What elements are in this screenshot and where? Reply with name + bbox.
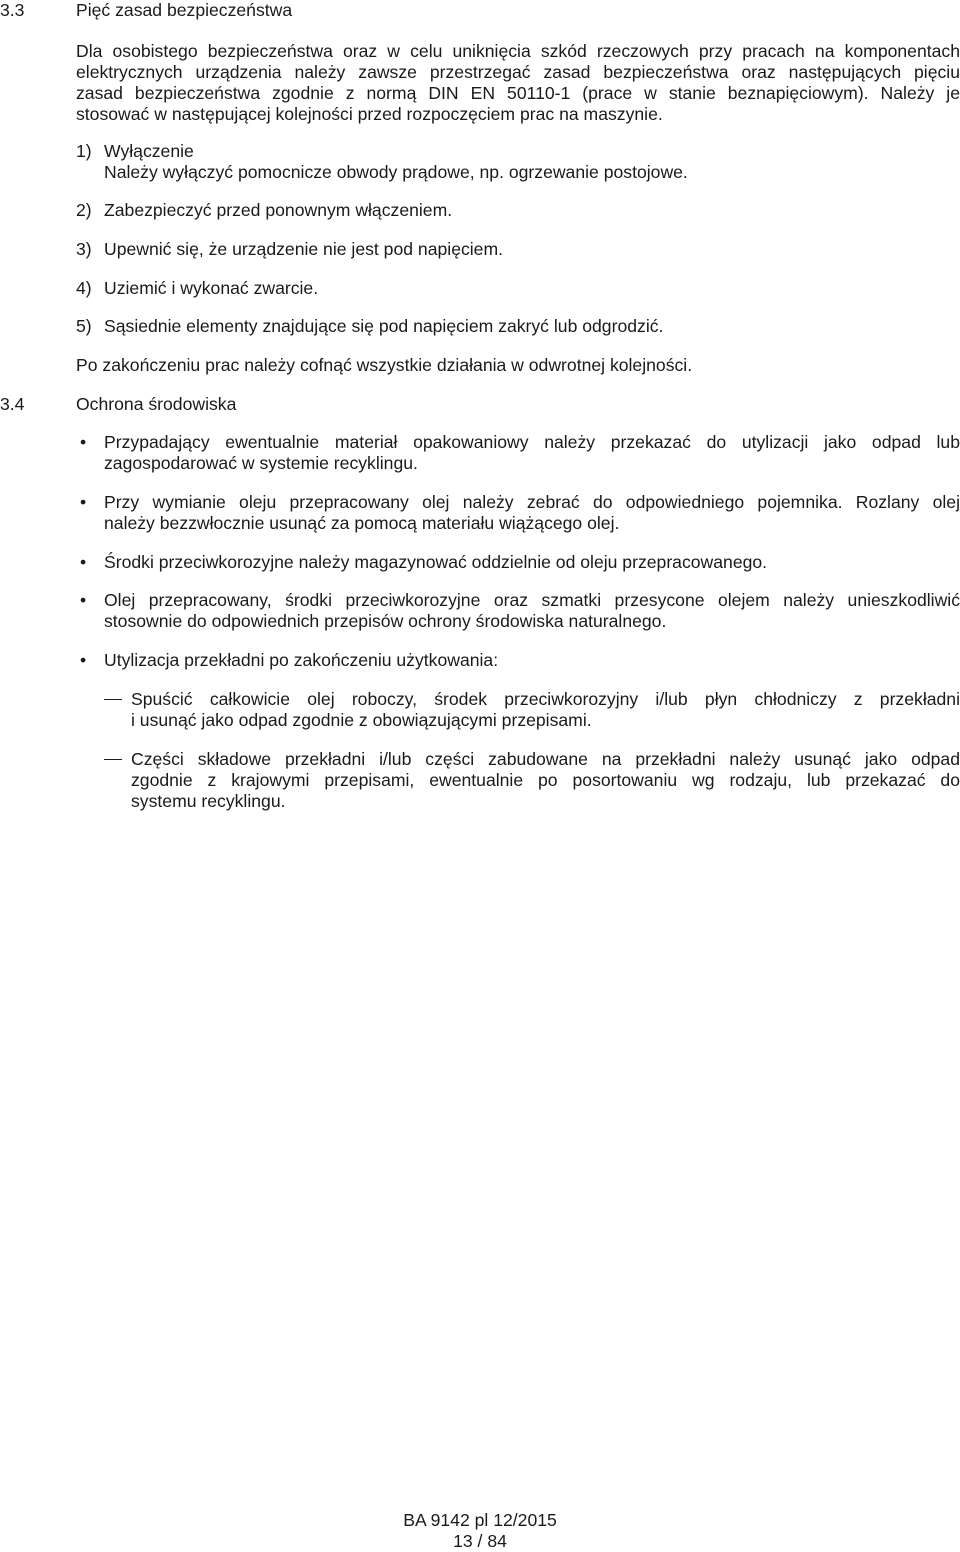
bullet-line: Środki przeciwkorozyjne należy magazynować oddzielnie od oleju przepracowanego. [104, 552, 768, 572]
sub-item-line: systemu recyklingu. [131, 791, 286, 811]
step-text: Uziemić i wykonać zwarcie. [104, 278, 319, 298]
intro-paragraph [76, 41, 960, 125]
bullet-line: Utylizacja przekładni po zakończeniu użytkowania: [104, 650, 499, 670]
sub-item-line: zgodnie z krajowymi przepisami, ewentualnie po posortowaniu wg rodzaju, lub przekazać do [131, 770, 960, 790]
step-number: 2) [76, 200, 92, 220]
sub-item-line: Spuścić całkowicie olej roboczy, środek przeciwkorozyjny i/lub płyn chłodniczy z przekładni [131, 689, 960, 709]
step-text: Upewnić się, że urządzenie nie jest pod napięciem. [104, 239, 504, 259]
step-number: 5) [76, 316, 92, 336]
bullet-item [104, 492, 960, 534]
bullet-icon: • [80, 552, 87, 572]
intro-line: stosować w następującej kolejności przed rozpoczęciem prac na maszynie. [76, 104, 663, 124]
section-title: Pięć zasad bezpieczeństwa [76, 0, 293, 20]
sub-item [131, 689, 960, 731]
dash-icon [104, 759, 122, 760]
step-number: 3) [76, 239, 92, 259]
bullet-line: Przy wymianie oleju przepracowany olej należy zebrać do odpowiedniego pojemnika. Rozlany olej [104, 492, 960, 512]
bullet-icon: • [80, 590, 87, 610]
step-number: 1) [76, 141, 92, 161]
step-subtext: Należy wyłączyć pomocnicze obwody prądowe, np. ogrzewanie postojowe. [104, 162, 688, 182]
intro-line: Dla osobistego bezpieczeństwa oraz w celu uniknięcia szkód rzeczowych przy pracach na komponentach [76, 41, 960, 61]
bullet-line: stosownie do odpowiednich przepisów ochrony środowiska naturalnego. [104, 611, 667, 631]
sub-item-line: i usunąć jako odpad zgodnie z obowiązującymi przepisami. [131, 710, 592, 730]
intro-line: zasad bezpieczeństwa zgodnie z normą DIN EN 50110-1 (prace w stanie beznapięciowym). Należy je [76, 83, 960, 103]
bullet-icon: • [80, 492, 87, 512]
bullet-item [104, 650, 960, 671]
bullet-item [104, 590, 960, 632]
bullet-line: Olej przepracowany, środki przeciwkorozyjne oraz szmatki przesycone olejem należy unieszkodliwić [104, 590, 960, 610]
bullet-line: należy bezzwłocznie usunąć za pomocą materiału wiążącego olej. [104, 513, 620, 533]
step-text: Wyłączenie [104, 141, 194, 161]
section-number: 3.3 [0, 0, 25, 20]
closing-text: Po zakończeniu prac należy cofnąć wszystkie działania w odwrotnej kolejności. [76, 355, 693, 375]
bullet-icon: • [80, 650, 87, 670]
bullet-item [104, 432, 960, 474]
bullet-icon: • [80, 432, 87, 452]
dash-icon [104, 699, 122, 700]
section-title: Ochrona środowiska [76, 394, 237, 414]
step-text: Zabezpieczyć przed ponownym włączeniem. [104, 200, 453, 220]
section-number: 3.4 [0, 394, 25, 414]
sub-item [131, 749, 960, 812]
step-number: 4) [76, 278, 92, 298]
bullet-item [104, 552, 960, 573]
sub-item-line: Części składowe przekładni i/lub części zabudowane na przekładni należy usunąć jako odpad [131, 749, 960, 769]
bullet-line: zagospodarować w systemie recyklingu. [104, 453, 418, 473]
bullet-line: Przypadający ewentualnie materiał opakowaniowy należy przekazać do utylizacji jako odpad lub [104, 432, 960, 452]
step-text: Sąsiednie elementy znajdujące się pod napięciem zakryć lub odgrodzić. [104, 316, 664, 336]
footer-page-number: 13 / 84 [453, 1531, 507, 1551]
footer-doc-ref: BA 9142 pl 12/2015 [403, 1510, 557, 1530]
intro-line: elektrycznych urządzenia należy zawsze przestrzegać zasad bezpieczeństwa oraz następujących pięciu [76, 62, 960, 82]
